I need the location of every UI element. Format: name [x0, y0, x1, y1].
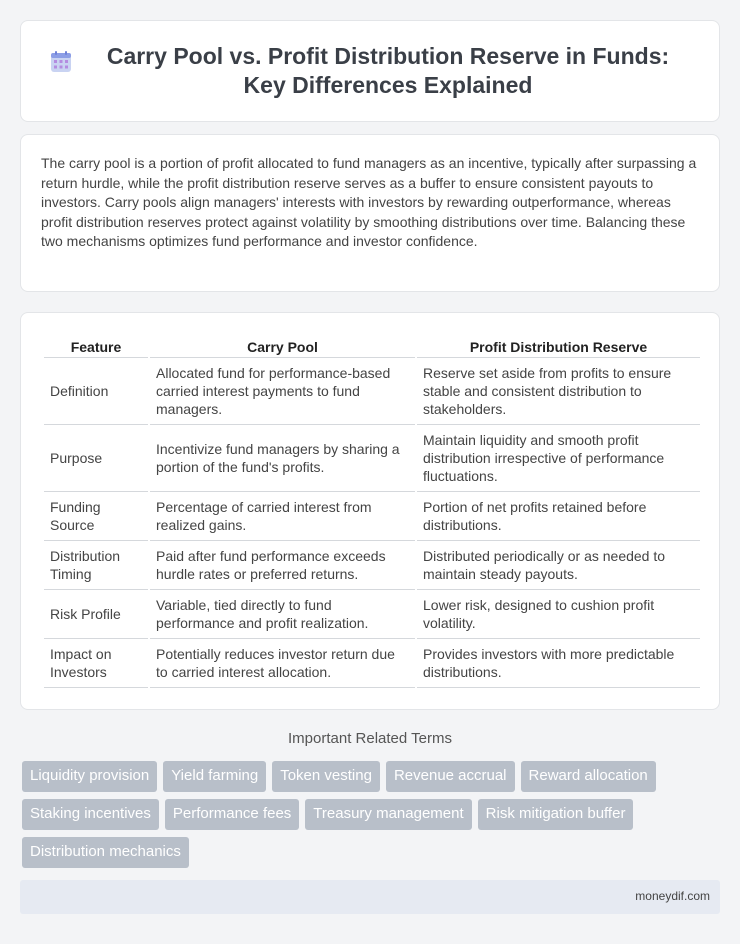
tag-staking-incentives[interactable]: Staking incentives [22, 799, 159, 830]
footer-site[interactable]: moneydif.com [635, 889, 710, 903]
table-header-row [44, 333, 700, 358]
calendar-grid-icon [50, 51, 72, 73]
table-row [44, 358, 700, 425]
row-reserve: Provides investors with more predictable distributions. [417, 639, 700, 688]
row-carry-pool: Percentage of carried interest from realized gains. [150, 492, 415, 541]
tag-yield-farming[interactable]: Yield farming [163, 761, 266, 792]
tag-revenue-accrual[interactable]: Revenue accrual [386, 761, 515, 792]
table-row [44, 541, 700, 590]
row-reserve: Reserve set aside from profits to ensure stable and consistent distribution to stakeholders. [417, 358, 700, 425]
comparison-card [20, 312, 720, 710]
row-feature: Distribution Timing [44, 541, 148, 590]
row-carry-pool: Potentially reduces investor return due to carried interest allocation. [150, 639, 415, 688]
footer [20, 880, 720, 914]
header-feature: Feature [44, 333, 148, 358]
row-reserve: Portion of net profits retained before distributions. [417, 492, 700, 541]
related-terms-list [22, 761, 722, 875]
related-terms-title: Important Related Terms [288, 730, 452, 747]
row-reserve: Lower risk, designed to cushion profit volatility. [417, 590, 700, 639]
row-reserve: Maintain liquidity and smooth profit distribution irrespective of performance fluctuations. [417, 425, 700, 492]
tag-token-vesting[interactable]: Token vesting [272, 761, 380, 792]
table-row [44, 639, 700, 688]
row-carry-pool: Allocated fund for performance-based carried interest payments to fund managers. [150, 358, 415, 425]
row-carry-pool: Incentivize fund managers by sharing a portion of the fund's profits. [150, 425, 415, 492]
row-feature: Funding Source [44, 492, 148, 541]
page-title: Carry Pool vs. Profit Distribution Reserve in Funds: Key Differences Explained [106, 43, 670, 98]
table-row [44, 590, 700, 639]
row-reserve: Distributed periodically or as needed to maintain steady payouts. [417, 541, 700, 590]
tag-reward-allocation[interactable]: Reward allocation [521, 761, 656, 792]
intro-card [20, 134, 720, 292]
title-card [20, 20, 720, 122]
tag-liquidity-provision[interactable]: Liquidity provision [22, 761, 157, 792]
tag-performance-fees[interactable]: Performance fees [165, 799, 299, 830]
comparison-table [42, 333, 702, 688]
row-feature: Definition [44, 358, 148, 425]
header-carry-pool: Carry Pool [150, 333, 415, 358]
row-feature: Purpose [44, 425, 148, 492]
header-profit-distribution-reserve: Profit Distribution Reserve [417, 333, 700, 358]
tag-distribution-mechanics[interactable]: Distribution mechanics [22, 837, 189, 868]
row-carry-pool: Variable, tied directly to fund performance and profit realization. [150, 590, 415, 639]
table-row [44, 492, 700, 541]
tag-risk-mitigation-buffer[interactable]: Risk mitigation buffer [478, 799, 634, 830]
tag-treasury-management[interactable]: Treasury management [305, 799, 471, 830]
table-row [44, 425, 700, 492]
row-feature: Impact on Investors [44, 639, 148, 688]
intro-paragraph: The carry pool is a portion of profit allocated to fund managers as an incentive, typically after surpassing a return hurdle, while the profit distribution reserve serves as a buffer to ensure consistent payouts to investors. Carry pools align managers' interests with investors by rewarding outperformance, whereas profit distribution reserves protect against volatility by smoothing distributions over time. Balancing these two mechanisms optimizes fund performance and investor confidence. [41, 155, 697, 249]
row-carry-pool: Paid after fund performance exceeds hurdle rates or preferred returns. [150, 541, 415, 590]
row-feature: Risk Profile [44, 590, 148, 639]
